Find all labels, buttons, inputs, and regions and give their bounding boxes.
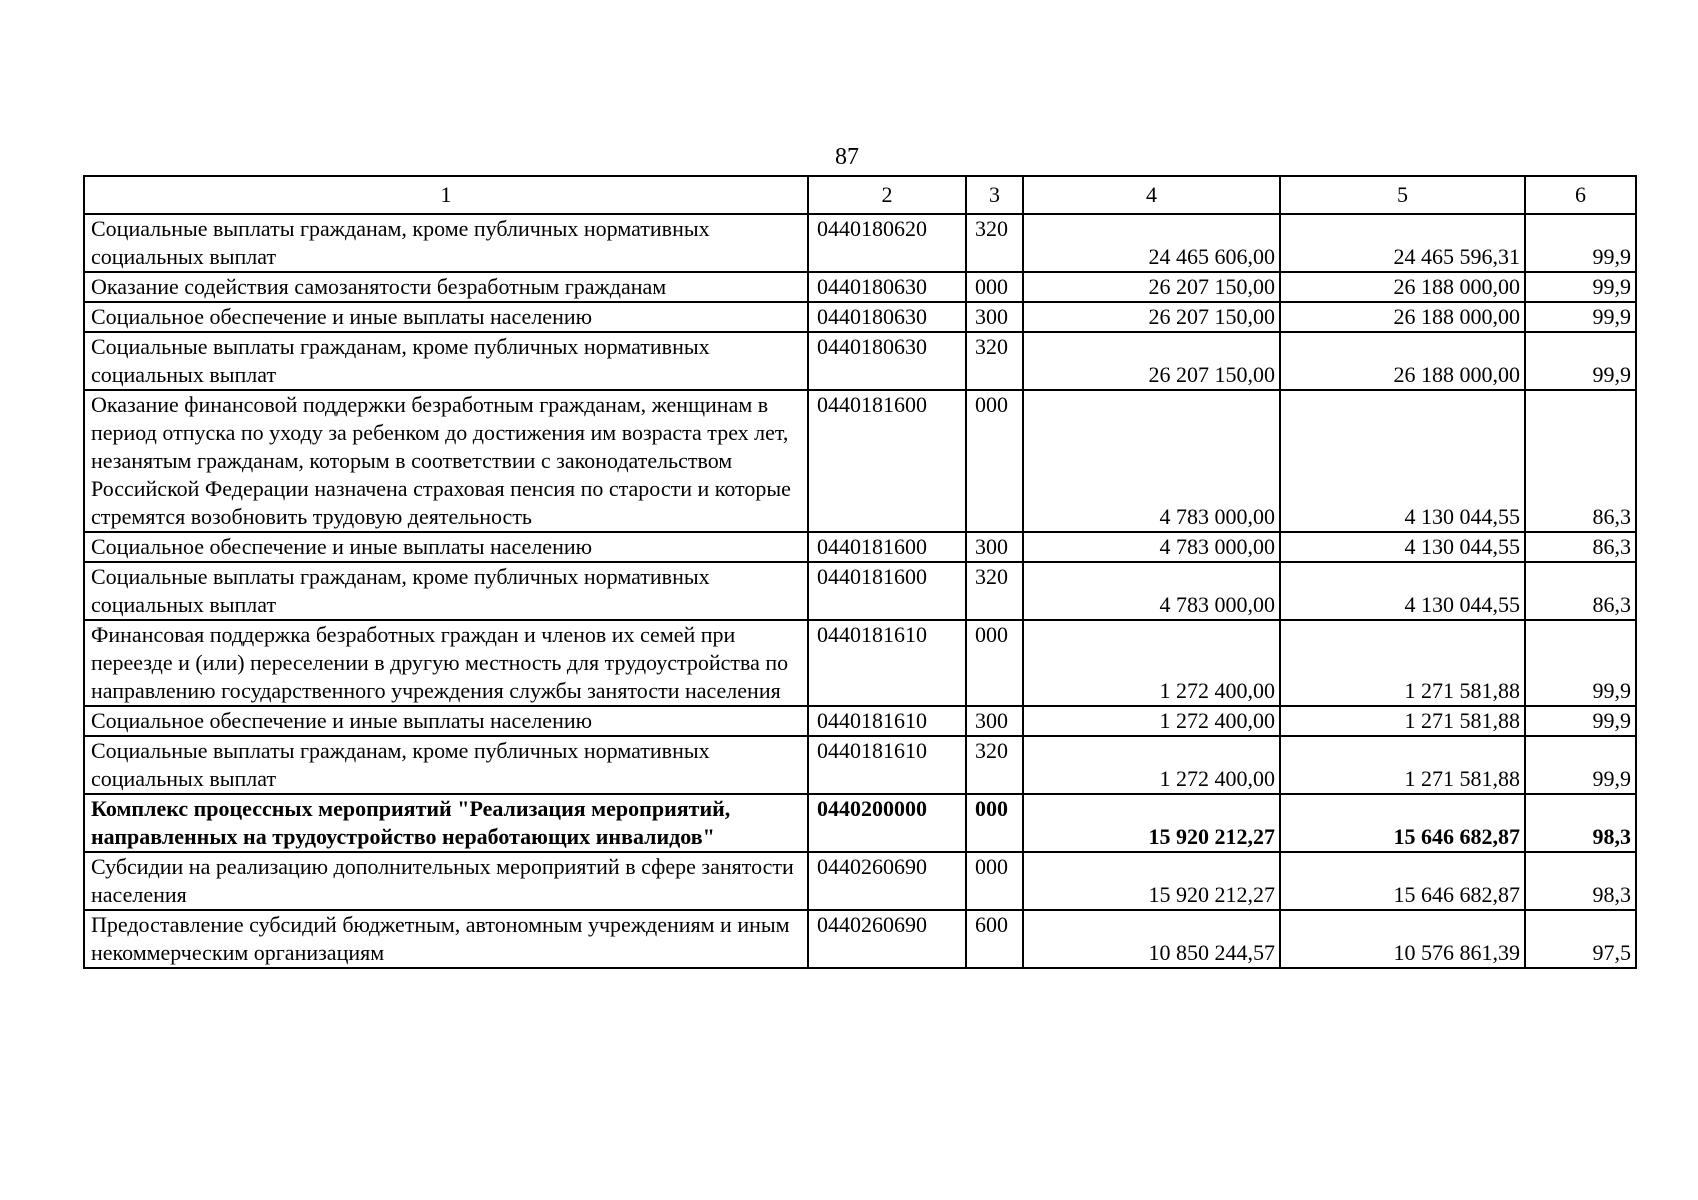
row-code: 0440181610 xyxy=(808,706,966,736)
table-row xyxy=(84,706,1636,736)
table-row xyxy=(84,910,1636,968)
row-type: 320 xyxy=(966,736,1023,794)
table-body xyxy=(84,214,1636,968)
row-code: 0440180630 xyxy=(808,332,966,390)
row-percent: 86,3 xyxy=(1525,532,1636,562)
row-name: Социальное обеспечение и иные выплаты населению xyxy=(84,706,808,736)
row-fact-amount: 26 188 000,00 xyxy=(1280,272,1525,302)
row-type: 320 xyxy=(966,214,1023,272)
row-fact-amount: 10 576 861,39 xyxy=(1280,910,1525,968)
row-code: 0440181600 xyxy=(808,562,966,620)
table-row xyxy=(84,272,1636,302)
row-name: Социальные выплаты гражданам, кроме публичных нормативных социальных выплат xyxy=(84,562,808,620)
table-row xyxy=(84,332,1636,390)
row-code: 0440181610 xyxy=(808,736,966,794)
table-row xyxy=(84,562,1636,620)
row-fact-amount: 1 271 581,88 xyxy=(1280,620,1525,706)
table-row xyxy=(84,390,1636,532)
row-type: 000 xyxy=(966,272,1023,302)
row-percent: 99,9 xyxy=(1525,302,1636,332)
row-name: Финансовая поддержка безработных граждан и членов их семей при переезде и (или) переселении в другую местность для трудоустройства по направлению государственного учреждения службы занятости населения xyxy=(84,620,808,706)
row-type: 320 xyxy=(966,562,1023,620)
row-code: 0440180620 xyxy=(808,214,966,272)
row-plan-amount: 1 272 400,00 xyxy=(1023,736,1280,794)
row-percent: 99,9 xyxy=(1525,620,1636,706)
row-code: 0440200000 xyxy=(808,794,966,852)
row-percent: 99,9 xyxy=(1525,706,1636,736)
row-name: Социальное обеспечение и иные выплаты населению xyxy=(84,532,808,562)
row-code: 0440260690 xyxy=(808,852,966,910)
header-col-6: 6 xyxy=(1525,176,1636,214)
table-row xyxy=(84,302,1636,332)
row-name: Социальные выплаты гражданам, кроме публичных нормативных социальных выплат xyxy=(84,332,808,390)
row-type: 300 xyxy=(966,706,1023,736)
row-fact-amount: 4 130 044,55 xyxy=(1280,532,1525,562)
row-fact-amount: 26 188 000,00 xyxy=(1280,302,1525,332)
header-col-4: 4 xyxy=(1023,176,1280,214)
table-row xyxy=(84,214,1636,272)
header-col-2: 2 xyxy=(808,176,966,214)
row-plan-amount: 4 783 000,00 xyxy=(1023,532,1280,562)
row-name: Социальные выплаты гражданам, кроме публичных нормативных социальных выплат xyxy=(84,736,808,794)
row-code: 0440180630 xyxy=(808,302,966,332)
page-number: 87 xyxy=(835,144,859,170)
row-type: 300 xyxy=(966,302,1023,332)
row-type: 000 xyxy=(966,794,1023,852)
row-plan-amount: 10 850 244,57 xyxy=(1023,910,1280,968)
row-fact-amount: 4 130 044,55 xyxy=(1280,562,1525,620)
row-plan-amount: 26 207 150,00 xyxy=(1023,272,1280,302)
row-fact-amount: 15 646 682,87 xyxy=(1280,852,1525,910)
row-name: Предоставление субсидий бюджетным, автономным учреждениям и иным некоммерческим организациям xyxy=(84,910,808,968)
row-percent: 86,3 xyxy=(1525,390,1636,532)
row-fact-amount: 24 465 596,31 xyxy=(1280,214,1525,272)
row-code: 0440260690 xyxy=(808,910,966,968)
row-name: Оказание финансовой поддержки безработным гражданам, женщинам в период отпуска по уходу за ребенком до достижения им возраста трех лет, незанятым гражданам, которым в соответствии с законодательством Российской Федерации назначена страховая пенсия по старости и которые стремятся возобновить трудовую деятельность xyxy=(84,390,808,532)
row-percent: 99,9 xyxy=(1525,214,1636,272)
row-fact-amount: 15 646 682,87 xyxy=(1280,794,1525,852)
row-percent: 98,3 xyxy=(1525,852,1636,910)
row-plan-amount: 1 272 400,00 xyxy=(1023,620,1280,706)
row-name: Комплекс процессных мероприятий "Реализация мероприятий, направленных на трудоустройство неработающих инвалидов" xyxy=(84,794,808,852)
row-plan-amount: 24 465 606,00 xyxy=(1023,214,1280,272)
table-row xyxy=(84,852,1636,910)
row-name: Субсидии на реализацию дополнительных мероприятий в сфере занятости населения xyxy=(84,852,808,910)
row-type: 300 xyxy=(966,532,1023,562)
row-plan-amount: 15 920 212,27 xyxy=(1023,794,1280,852)
row-percent: 86,3 xyxy=(1525,562,1636,620)
row-fact-amount: 4 130 044,55 xyxy=(1280,390,1525,532)
row-fact-amount: 1 271 581,88 xyxy=(1280,736,1525,794)
table-row xyxy=(84,532,1636,562)
row-code: 0440180630 xyxy=(808,272,966,302)
row-percent: 98,3 xyxy=(1525,794,1636,852)
row-percent: 97,5 xyxy=(1525,910,1636,968)
row-percent: 99,9 xyxy=(1525,272,1636,302)
row-code: 0440181600 xyxy=(808,532,966,562)
row-plan-amount: 1 272 400,00 xyxy=(1023,706,1280,736)
header-col-1: 1 xyxy=(84,176,808,214)
row-type: 320 xyxy=(966,332,1023,390)
table-row xyxy=(84,794,1636,852)
row-fact-amount: 1 271 581,88 xyxy=(1280,706,1525,736)
row-name: Социальные выплаты гражданам, кроме публичных нормативных социальных выплат xyxy=(84,214,808,272)
row-plan-amount: 4 783 000,00 xyxy=(1023,562,1280,620)
row-type: 000 xyxy=(966,852,1023,910)
row-plan-amount: 15 920 212,27 xyxy=(1023,852,1280,910)
row-plan-amount: 26 207 150,00 xyxy=(1023,332,1280,390)
row-plan-amount: 26 207 150,00 xyxy=(1023,302,1280,332)
row-name: Оказание содействия самозанятости безработным гражданам xyxy=(84,272,808,302)
budget-table xyxy=(83,175,1637,969)
row-type: 600 xyxy=(966,910,1023,968)
table-row xyxy=(84,736,1636,794)
row-code: 0440181600 xyxy=(808,390,966,532)
header-col-5: 5 xyxy=(1280,176,1525,214)
row-code: 0440181610 xyxy=(808,620,966,706)
table-row xyxy=(84,620,1636,706)
row-type: 000 xyxy=(966,390,1023,532)
header-col-3: 3 xyxy=(966,176,1023,214)
row-percent: 99,9 xyxy=(1525,736,1636,794)
row-percent: 99,9 xyxy=(1525,332,1636,390)
header-row xyxy=(84,176,1636,214)
row-type: 000 xyxy=(966,620,1023,706)
row-name: Социальное обеспечение и иные выплаты населению xyxy=(84,302,808,332)
row-plan-amount: 4 783 000,00 xyxy=(1023,390,1280,532)
row-fact-amount: 26 188 000,00 xyxy=(1280,332,1525,390)
